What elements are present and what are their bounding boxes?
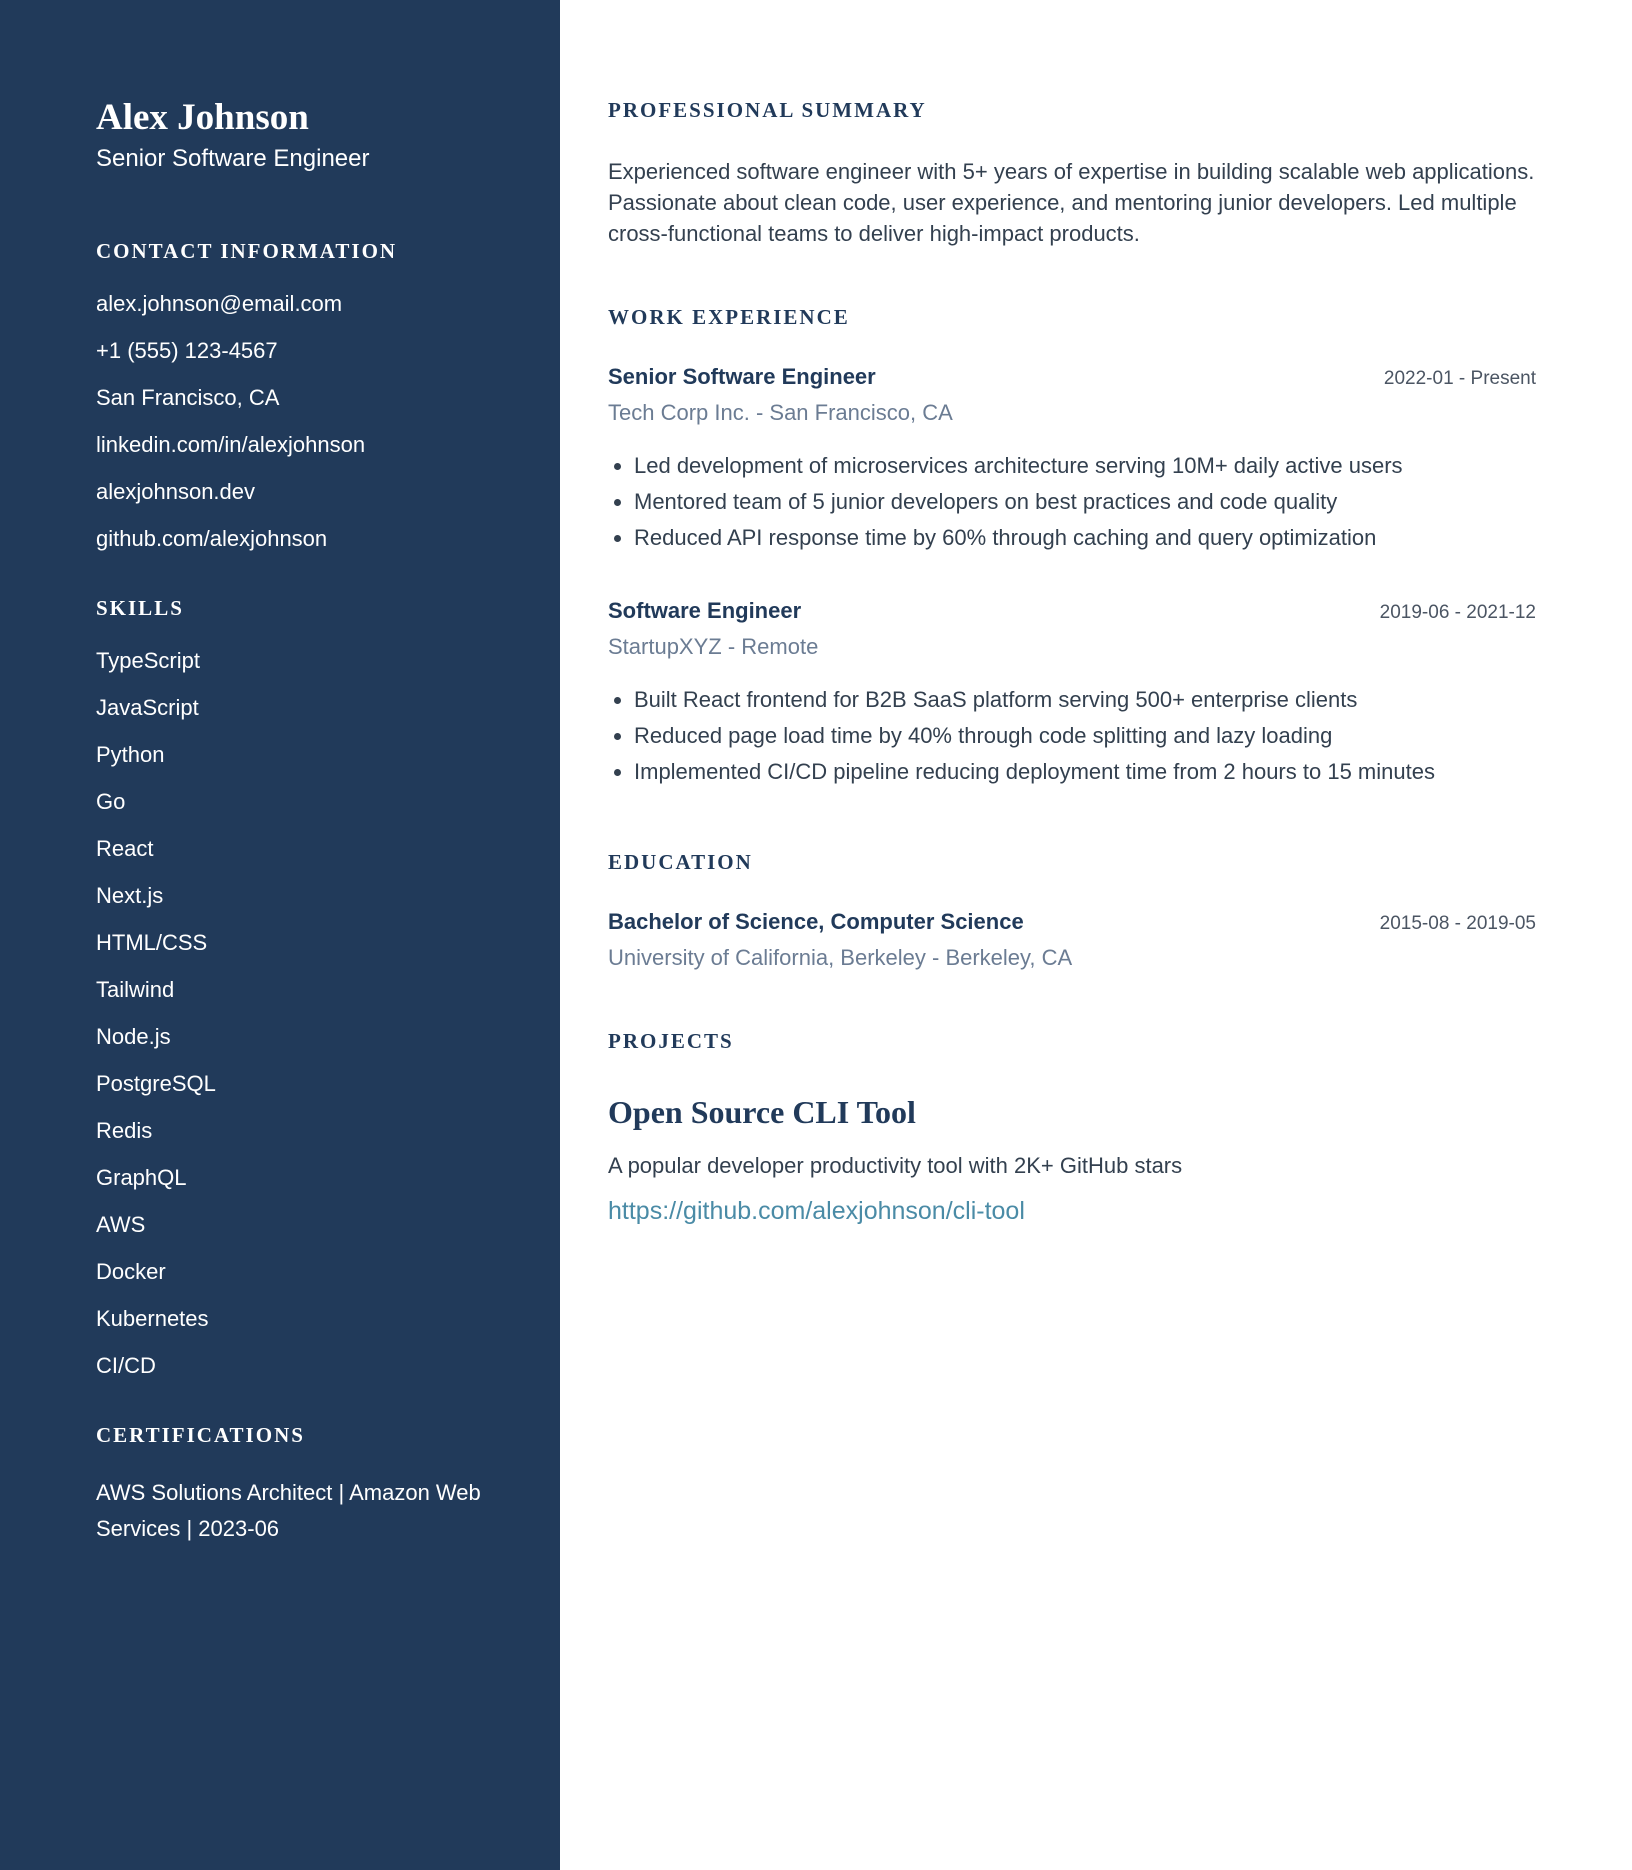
- job-company: StartupXYZ - Remote: [608, 634, 819, 659]
- job-bullets: [608, 448, 1536, 556]
- contact-location: San Francisco, CA: [96, 385, 280, 410]
- sidebar: [0, 0, 560, 1870]
- certifications-heading: CERTIFICATIONS: [96, 1423, 305, 1447]
- skill-item: Next.js: [96, 883, 164, 908]
- skill-item: TypeScript: [96, 648, 200, 673]
- job-title: Senior Software Engineer: [608, 364, 876, 389]
- skill-item: Go: [96, 789, 126, 814]
- contact-heading: CONTACT INFORMATION: [96, 239, 398, 263]
- school: University of California, Berkeley - Berkeley, CA: [608, 945, 1073, 970]
- contact-email[interactable]: alex.johnson@email.com: [96, 291, 343, 316]
- project-description: A popular developer productivity tool with 2K+ GitHub stars: [608, 1153, 1183, 1178]
- skill-item: Kubernetes: [96, 1306, 209, 1331]
- candidate-title: Senior Software Engineer: [96, 145, 370, 172]
- education-entry: [608, 909, 1536, 971]
- skill-item: JavaScript: [96, 695, 199, 720]
- job-bullet: • Reduced page load time by 40% through code splitting and lazy loading: [634, 718, 1536, 754]
- job-bullets: [608, 682, 1536, 790]
- contact-phone[interactable]: +1 (555) 123-4567: [96, 338, 278, 363]
- job-bullet: • Led development of microservices architecture serving 10M+ daily active users: [634, 448, 1536, 484]
- job-title: Software Engineer: [608, 598, 802, 623]
- job-dates: 2019-06 - 2021-12: [1379, 602, 1536, 623]
- job-entry: [608, 598, 1536, 790]
- skill-item: CI/CD: [96, 1353, 156, 1378]
- skill-item: Node.js: [96, 1024, 171, 1049]
- job-bullet: • Built React frontend for B2B SaaS platform serving 500+ enterprise clients: [634, 682, 1536, 718]
- job-bullet: • Implemented CI/CD pipeline reducing deployment time from 2 hours to 15 minutes: [634, 754, 1536, 790]
- candidate-name: Alex Johnson: [96, 97, 309, 138]
- contact-github[interactable]: github.com/alexjohnson: [96, 526, 328, 551]
- skills-heading: SKILLS: [96, 596, 184, 620]
- job-dates: 2022-01 - Present: [1383, 368, 1536, 389]
- project-name: Open Source CLI Tool: [608, 1094, 916, 1130]
- work-experience-heading: WORK EXPERIENCE: [608, 305, 850, 329]
- education-heading: EDUCATION: [608, 850, 753, 874]
- skill-item: Tailwind: [96, 977, 175, 1002]
- skill-item: HTML/CSS: [96, 930, 208, 955]
- education-dates: 2015-08 - 2019-05: [1379, 913, 1536, 934]
- skill-item: Python: [96, 742, 165, 767]
- job-bullet: • Reduced API response time by 60% through caching and query optimization: [634, 520, 1536, 556]
- skill-item: PostgreSQL: [96, 1071, 216, 1096]
- skills-list: [96, 648, 520, 1379]
- skill-item: AWS: [96, 1212, 146, 1237]
- job-company: Tech Corp Inc. - San Francisco, CA: [608, 400, 953, 425]
- project-link[interactable]: https://github.com/alexjohnson/cli-tool: [608, 1197, 1025, 1225]
- degree: Bachelor of Science, Computer Science: [608, 909, 1024, 934]
- projects-heading: PROJECTS: [608, 1029, 734, 1053]
- contact-linkedin[interactable]: linkedin.com/in/alexjohnson: [96, 432, 366, 457]
- certification-item: AWS Solutions Architect | Amazon Web Services | 2023-06: [96, 1480, 481, 1541]
- job-bullet: • Mentored team of 5 junior developers on best practices and code quality: [634, 484, 1536, 520]
- main-content: [608, 0, 1536, 1226]
- contact-website[interactable]: alexjohnson.dev: [96, 479, 256, 504]
- skill-item: GraphQL: [96, 1165, 187, 1190]
- summary-text: Experienced software engineer with 5+ years of expertise in building scalable web applications. Passionate about clean code, user experience, and mentoring junior developers. Led multiple cross-functional teams to deliver high-impact products.: [608, 159, 1535, 246]
- skill-item: Docker: [96, 1259, 166, 1284]
- summary-heading: PROFESSIONAL SUMMARY: [608, 98, 927, 122]
- skill-item: Redis: [96, 1118, 153, 1143]
- project-entry: [608, 1094, 1536, 1226]
- skill-item: React: [96, 836, 154, 861]
- contact-list: [96, 291, 520, 552]
- job-entry: [608, 364, 1536, 556]
